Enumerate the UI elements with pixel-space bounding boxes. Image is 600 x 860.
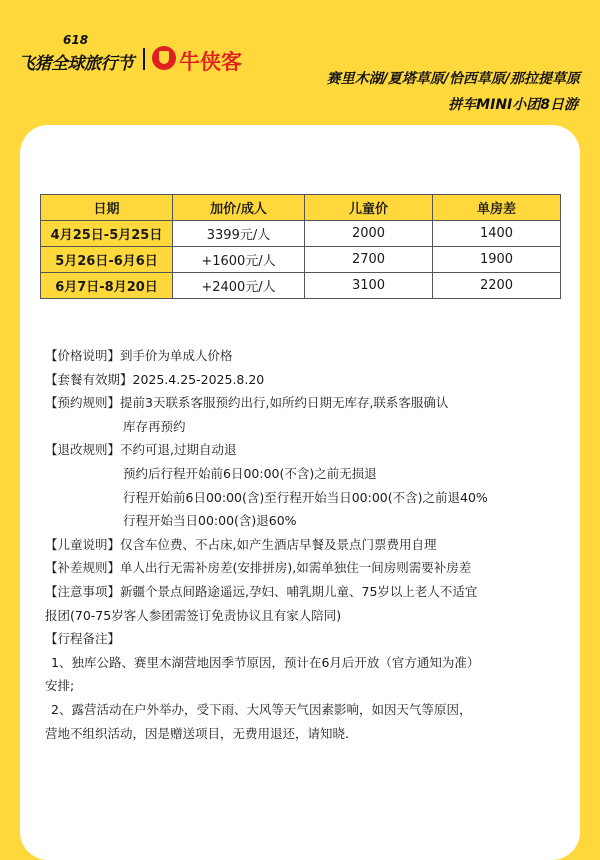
price-note-text: 到手价为单成人价格	[120, 348, 233, 363]
price-note	[45, 344, 565, 368]
cell-adult: +1600元/人	[173, 247, 305, 273]
refund-text: 不约可退,过期自动退	[120, 442, 237, 458]
booking-label: 【预约规则】	[45, 395, 121, 411]
header	[0, 0, 600, 120]
tour-subtitle: 拼车MINI小团8日游	[448, 97, 578, 113]
supplement-label: 【补差规则】	[45, 560, 121, 576]
itinerary-note-2-cont: 营地不组织活动，因是赠送项目，无费用退还，请知晓.	[45, 725, 349, 741]
cell-child: 2700	[305, 247, 433, 273]
col-header-date: 日期	[41, 195, 173, 221]
cell-child: 3100	[305, 273, 433, 299]
child-label: 【儿童说明】	[45, 536, 121, 552]
price-note-label: 【价格说明】	[45, 348, 121, 363]
tour-title: 赛里木湖/夏塔草原/恰西草原/那拉提草原	[326, 71, 580, 87]
notice-label: 【注意事项】	[45, 583, 121, 599]
validity-text: 2025.4.25-2025.8.20	[132, 371, 265, 387]
col-header-child: 儿童价	[305, 195, 433, 221]
info-section	[45, 344, 565, 745]
event-badge: 618	[63, 33, 89, 47]
cell-single: 1400	[433, 221, 561, 247]
col-header-single: 单房差	[433, 195, 561, 221]
notice	[45, 580, 565, 604]
refund-line: 预约后行程开始前6日00:00(不含)之前无损退	[123, 465, 377, 481]
refund-label: 【退改规则】	[45, 442, 121, 458]
itinerary-note-1-cont: 安排;	[45, 678, 75, 694]
notice-text: 新疆个景点间路途遥远,孕妇、哺乳期儿童、75岁以上老人不适宜	[120, 583, 478, 599]
cell-adult: +2400元/人	[173, 273, 305, 299]
cell-date: 4月25日-5月25日	[41, 221, 173, 247]
logo-divider	[143, 48, 145, 70]
cell-date: 5月26日-6月6日	[41, 247, 173, 273]
event-logo: 飞猪全球旅行节	[18, 54, 134, 74]
booking-rule	[45, 391, 565, 415]
child-note	[45, 533, 565, 557]
itinerary-label: 【行程备注】	[45, 631, 121, 647]
refund-rule	[45, 438, 565, 462]
itinerary-note-2: 2、露营活动在户外举办，受下雨、大风等天气因素影响，如因天气等原因，	[51, 701, 472, 717]
booking-text-cont: 库存再预约	[123, 418, 186, 434]
itinerary-notes	[45, 627, 565, 651]
itinerary-note-1: 1、独库公路、赛里木湖营地因季节原因，预计在6月后开放（官方通知为准）	[51, 654, 480, 670]
col-header-adult: 加价/成人	[173, 195, 305, 221]
validity-label: 【套餐有效期】	[45, 371, 133, 387]
refund-line: 行程开始前6日00:00(含)至行程开始当日00:00(不含)之前退40%	[123, 489, 488, 505]
validity	[45, 368, 565, 392]
supplement-rule	[45, 556, 565, 580]
price-table	[40, 194, 561, 299]
brand-logo-icon	[152, 46, 176, 70]
cell-child: 2000	[305, 221, 433, 247]
child-text: 仅含车位费、不占床,如产生酒店早餐及景点门票费用自理	[120, 536, 437, 552]
table-row	[41, 273, 561, 299]
supplement-text: 单人出行无需补房差(安排拼房),如需单独住一间房则需要补房差	[120, 560, 472, 576]
cell-adult: 3399元/人	[173, 221, 305, 247]
cell-single: 2200	[433, 273, 561, 299]
cell-single: 1900	[433, 247, 561, 273]
table-row	[41, 221, 561, 247]
cell-date: 6月7日-8月20日	[41, 273, 173, 299]
notice-text-cont: 报团(70-75岁客人参团需签订免责协议且有家人陪同)	[45, 607, 342, 623]
table-row	[41, 247, 561, 273]
refund-line: 行程开始当日00:00(含)退60%	[123, 513, 297, 529]
booking-text: 提前3天联系客服预约出行,如所约日期无库存,联系客服确认	[120, 395, 449, 411]
table-header-row	[41, 195, 561, 221]
brand-name: 牛侠客	[179, 50, 242, 74]
